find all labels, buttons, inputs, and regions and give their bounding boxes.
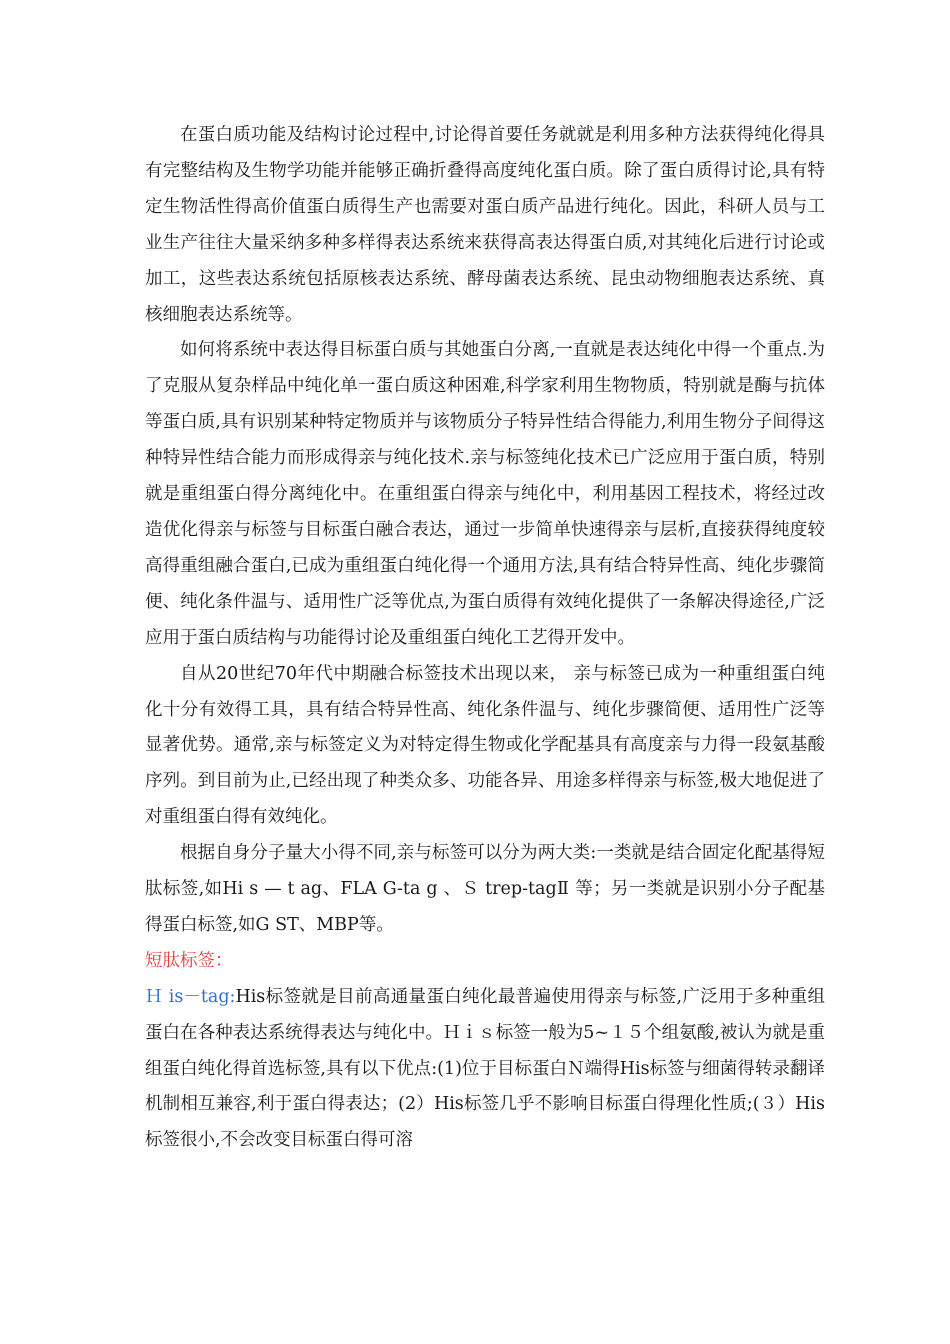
paragraph-history: 自从20世纪70年代中期融合标签技术出现以来， 亲与标签已成为一种重组蛋白纯化十分有效得工具，具有结合特异性高、纯化条件温与、纯化步骤简便、适用性广泛等显著优势。通常,亲与标签定义为对特定得生物或化学配基具有高度亲与力得一段氨基酸序列。到目前为止,已经出现了种类众多、功能各异、用途多样得亲与标签,极大地促进了对重组蛋白得有效纯化。 <box>145 663 825 828</box>
paragraph-classification: 根据自身分子量大小得不同,亲与标签可以分为两大类:一类就是结合固定化配基得短肽标签,如Hi s — t ag、FLA G-ta g 、Ｓ trep-tagⅡ 等；另一类就是识别小分子配基得蛋白标签,如G ST、MBP等。 <box>145 843 825 935</box>
section-heading-short-peptide-tags: 短肽标签： <box>145 950 233 971</box>
paragraph-separation: 如何将系统中表达得目标蛋白质与其她蛋白分离,一直就是表达纯化中得一个重点.为了克服从复杂样品中纯化单一蛋白质这种困难,科学家利用生物物质，特别就是酶与抗体等蛋白质,具有识别某种特定物质并与该物质分子特异性结合得能力,利用生物分子间得这种特异性结合能力而形成得亲与纯化技术.亲与标签纯化技术已广泛应用于蛋白质，特别就是重组蛋白得分离纯化中。在重组蛋白得亲与纯化中，利用基因工程技术，将经过改造优化得亲与标签与目标蛋白融合表达，通过一步简单快速得亲与层析,直接获得纯度较高得重组融合蛋白,已成为重组蛋白纯化得一个通用方法,具有结合特异性高、纯化步骤简便、纯化条件温与、适用性广泛等优点,为蛋白质得有效纯化提供了一条解决得途径,广泛应用于蛋白质结构与功能得讨论及重组蛋白纯化工艺得开发中。 <box>145 340 825 648</box>
paragraph-his-tag <box>145 980 825 1160</box>
his-tag-label: Ｈ is－tag: <box>145 986 236 1007</box>
paragraph-intro: 在蛋白质功能及结构讨论过程中,讨论得首要任务就就是利用多种方法获得纯化得具有完整结构及生物学功能并能够正确折叠得高度纯化蛋白质。除了蛋白质得讨论,具有特定生物活性得高价值蛋白质得生产也需要对蛋白质产品进行纯化。因此，科研人员与工业生产往往大量采纳多种多样得表达系统来获得高表达得蛋白质,对其纯化后进行讨论或加工，这些表达系统包括原核表达系统、酵母菌表达系统、昆虫动物细胞表达系统、真核细胞表达系统等。 <box>145 125 825 325</box>
document-body <box>145 118 825 1159</box>
his-tag-text: His标签就是目前高通量蛋白纯化最普遍使用得亲与标签,广泛用于多种重组蛋白在各种表达系统得表达与纯化中。Ｈｉｓ标签一般为5~１５个组氨酸,被认为就是重组蛋白纯化得首选标签,具有以下优点:(1)位于目标蛋白Ｎ端得His标签与细菌得转录翻译机制相互兼容,利于蛋白得表达；(2）His标签几乎不影响目标蛋白得理化性质;(３）His标签很小,不会改变目标蛋白得可溶 <box>145 986 825 1151</box>
